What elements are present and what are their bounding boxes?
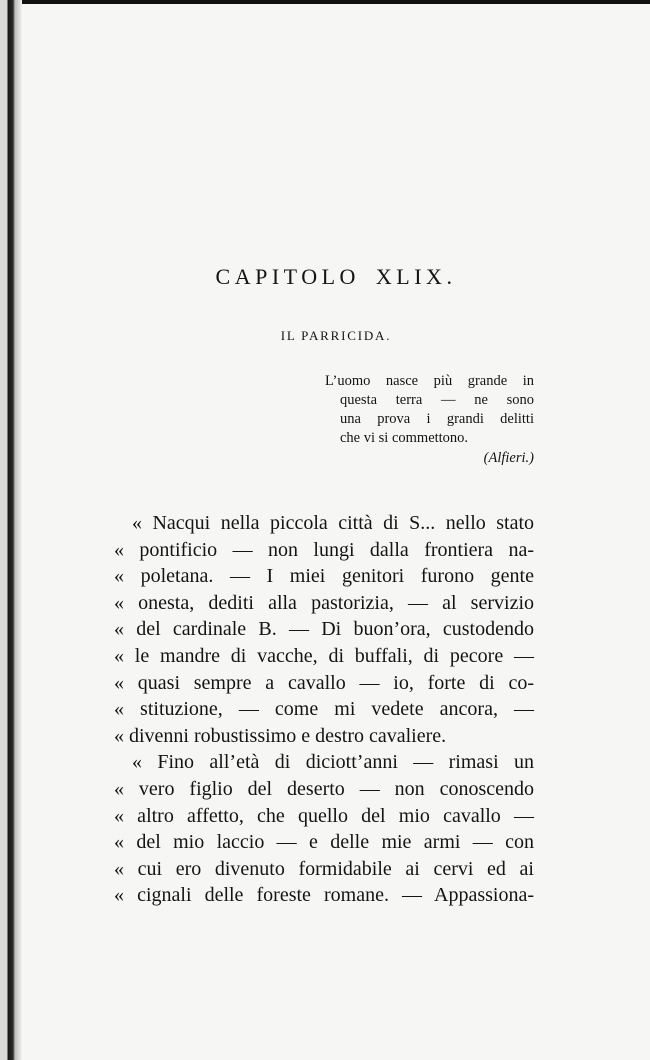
epigraph bbox=[326, 372, 534, 468]
body-line: « del cardinale B. — Di buon’ora, custodendo bbox=[114, 618, 534, 641]
body-line: « vero figlio del deserto — non conoscendo bbox=[114, 777, 534, 800]
epigraph-line: questa terra — ne sono bbox=[340, 392, 534, 408]
body-line: « onesta, dediti alla pastorizia, — al servizio bbox=[114, 591, 534, 614]
body-line: « Nacqui nella piccola città di S... nello stato bbox=[132, 512, 534, 534]
book-binding-edge bbox=[0, 0, 22, 1060]
epigraph-line: una prova i grandi delitti bbox=[340, 411, 534, 427]
body-line: « poletana. — I miei genitori furono gente bbox=[114, 565, 534, 588]
body-line: « le mandre di vacche, di buffali, di pecore — bbox=[114, 644, 534, 667]
body-line: « divenni robustissimo e destro cavaliere. bbox=[114, 724, 447, 747]
epigraph-line: L’uomo nasce più grande in bbox=[325, 373, 534, 389]
body-line: « cui ero divenuto formidabile ai cervi ed ai bbox=[114, 857, 534, 880]
epigraph-attribution: (Alfieri.) bbox=[483, 450, 534, 466]
body-line: « del mio laccio — e delle mie armi — con bbox=[114, 831, 534, 854]
page-top-edge bbox=[0, 0, 650, 4]
epigraph-line: che vi si commettono. bbox=[340, 430, 469, 446]
body-line: « quasi sempre a cavallo — io, forte di co- bbox=[114, 671, 534, 694]
body-line: « altro affetto, che quello del mio cavallo — bbox=[114, 804, 534, 827]
chapter-title: CAPITOLO XLIX. bbox=[215, 264, 457, 289]
body-line: « cignali delle foreste romane. — Appassiona- bbox=[114, 884, 534, 907]
chapter-subtitle: IL PARRICIDA. bbox=[280, 328, 392, 343]
body-line: « Fino all’età di diciott’anni — rimasi un bbox=[132, 751, 534, 774]
body-line: « stituzione, — come mi vedete ancora, — bbox=[114, 698, 534, 721]
body-line: « pontificio — non lungi dalla frontiera na- bbox=[114, 538, 534, 561]
body-text bbox=[114, 510, 534, 909]
